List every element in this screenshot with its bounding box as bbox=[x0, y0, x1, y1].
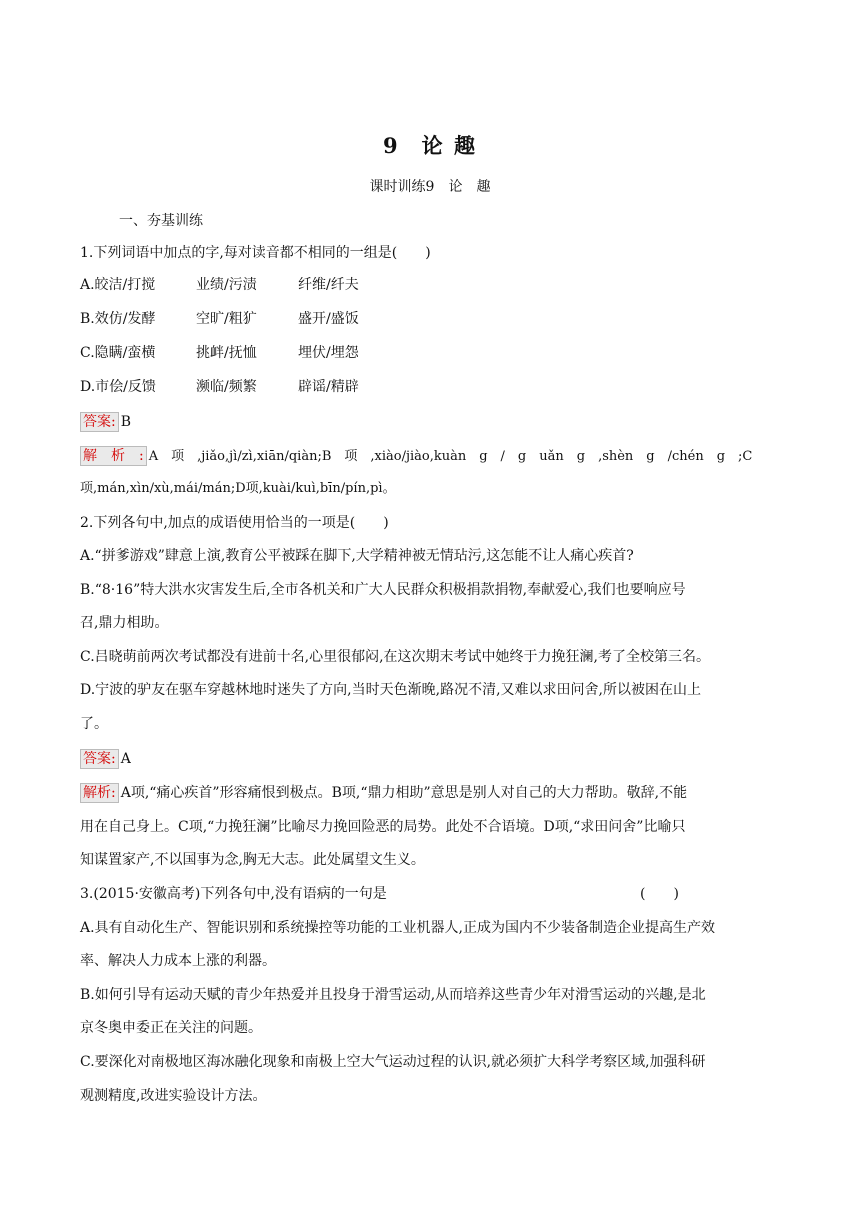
q1-option-c bbox=[80, 343, 780, 363]
q1-option-a bbox=[80, 275, 780, 295]
q1-option-d-part2: 濒临/频繁 bbox=[196, 379, 257, 395]
q3-stem bbox=[80, 884, 780, 904]
q2-option-a: A.“拼爹游戏”肆意上演,教育公平被踩在脚下,大学精神被无情玷污,这怎能不让人痛心疾首? bbox=[80, 548, 634, 564]
lesson-number: 9 bbox=[383, 133, 400, 158]
q2-analysis-line3: 知谋置家产,不以国事为念,胸无大志。此处属望文生义。 bbox=[80, 852, 425, 868]
q3-answer-paren: ( ) bbox=[640, 886, 679, 902]
q1-analysis-line1 bbox=[80, 446, 780, 467]
q1-option-c-part2: 挑衅/抚恤 bbox=[196, 345, 257, 361]
q1-option-b bbox=[80, 309, 780, 329]
q3-option-a-line1: A.具有自动化生产、智能识别和系统操控等功能的工业机器人,正成为国内不少装备制造企业提高生产效 bbox=[80, 920, 716, 936]
answer-value: B bbox=[120, 414, 132, 430]
q3-option-a-line2: 率、解决人力成本上涨的利器。 bbox=[80, 953, 276, 969]
section-heading: 一、夯基训练 bbox=[119, 213, 203, 229]
q1-option-a-part1: A.皎洁/打搅 bbox=[80, 277, 156, 293]
q3-option-c-line2: 观测精度,改进实验设计方法。 bbox=[80, 1088, 267, 1104]
q1-option-c-part3: 埋伏/埋怨 bbox=[298, 345, 359, 361]
q1-option-d bbox=[80, 377, 780, 397]
lesson-title bbox=[0, 130, 860, 160]
answer-label: 答案: bbox=[80, 749, 119, 769]
analysis-text: A项,“痛心疾首”形容痛恨到极点。B项,“鼎力相助”意思是别人对自己的大力帮助。敬辞,不能 bbox=[120, 785, 688, 801]
q1-stem: 1.下列词语中加点的字,每对读音都不相同的一组是( ) bbox=[80, 245, 431, 261]
q3-option-c-line1: C.要深化对南极地区海冰融化现象和南极上空大气运动过程的认识,就必须扩大科学考察区域,加强科研 bbox=[80, 1054, 706, 1070]
q1-option-b-part1: B.效仿/发酵 bbox=[80, 311, 156, 327]
q1-option-b-part2: 空旷/粗犷 bbox=[196, 311, 257, 327]
q1-option-c-part1: C.隐瞒/蛮横 bbox=[80, 345, 156, 361]
q3-option-b-line2: 京冬奥申委正在关注的问题。 bbox=[80, 1020, 262, 1036]
q1-analysis-line2: 项,mán,xìn/xù,mái/mán;D项,kuài/kuì,bīn/pín,pì。 bbox=[80, 481, 396, 496]
q3-option-b-line1: B.如何引导有运动天赋的青少年热爱并且投身于滑雪运动,从而培养这些青少年对滑雪运动的兴趣,是北 bbox=[80, 987, 706, 1003]
q1-option-d-part1: D.市侩/反馈 bbox=[80, 379, 156, 395]
answer-label: 答案: bbox=[80, 412, 119, 432]
q2-option-c: C.吕晓萌前两次考试都没有进前十名,心里很郁闷,在这次期末考试中她终于力挽狂澜,考了全校第三名。 bbox=[80, 649, 711, 665]
lesson-name: 论 趣 bbox=[421, 133, 477, 158]
q1-option-a-part3: 纤维/纤夫 bbox=[298, 277, 359, 293]
analysis-label: 解析: bbox=[80, 783, 119, 803]
q2-option-d-line1: D.宁波的驴友在驱车穿越林地时迷失了方向,当时天色渐晚,路况不清,又难以求田问舍,所以被困在山上 bbox=[80, 682, 701, 698]
analysis-text: A 项 ,jiǎo,jì/zì,xiān/qiàn;B 项 ,xiào/jiào,kuàn g / g uǎn g ,shèn g /chén g ;C bbox=[148, 449, 753, 464]
q2-analysis-line1 bbox=[80, 783, 780, 803]
q2-option-d-line2: 了。 bbox=[80, 716, 108, 732]
q2-option-b-line2: 召,鼎力相助。 bbox=[80, 615, 169, 631]
q1-answer bbox=[80, 412, 780, 432]
q3-stem-text: 3.(2015·安徽高考)下列各句中,没有语病的一句是 bbox=[80, 886, 387, 902]
lesson-subtitle: 课时训练9 论 趣 bbox=[369, 179, 491, 195]
q1-option-a-part2: 业绩/污渍 bbox=[196, 277, 257, 293]
q2-stem: 2.下列各句中,加点的成语使用恰当的一项是( ) bbox=[80, 515, 389, 531]
analysis-label: 解 析 : bbox=[80, 446, 147, 466]
q1-option-b-part3: 盛开/盛饭 bbox=[298, 311, 359, 327]
q2-answer bbox=[80, 749, 780, 769]
answer-value: A bbox=[120, 751, 131, 767]
q2-option-b-line1: B.“8·16”特大洪水灾害发生后,全市各机关和广大人民群众积极捐款捐物,奉献爱心,我们也要响应号 bbox=[80, 582, 686, 598]
q1-option-d-part3: 辟谣/精辟 bbox=[298, 379, 359, 395]
q2-analysis-line2: 用在自己身上。C项,“力挽狂澜”比喻尽力挽回险恶的局势。此处不合语境。D项,“求田问舍”比喻只 bbox=[80, 819, 686, 835]
